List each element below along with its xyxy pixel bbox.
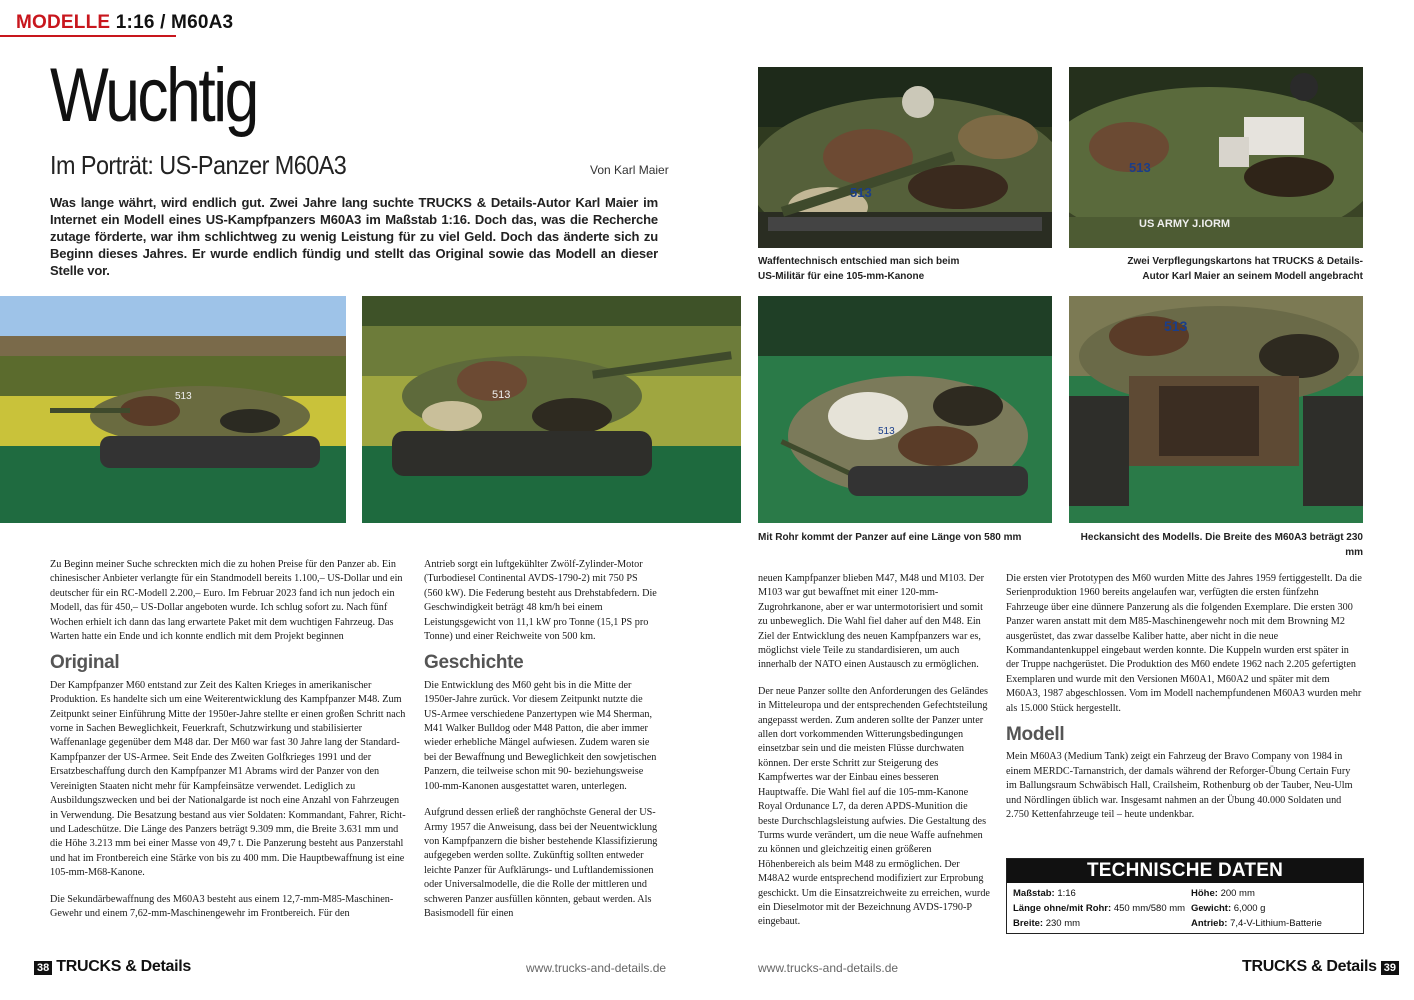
header-rule [0,35,176,37]
page-number-right: 39 [1381,961,1399,975]
paragraph: Der Kampfpanzer M60 entstand zur Zeit des Kalten Krieges in amerikanischer Produktion. Es handelte sich um eine Weiterentwicklung des Kampfpanzer M48. Zum Zeitpunkt seiner Einführung Mitte der 1950er-Jahre stellte er einen großen Schritt nach vorne in Sachen Beweglichkeit, Feuerkraft, Schutzwirkung und stabilisierter Waffenanlage gegenüber dem M48 dar. Der M60 war fast 30 Jahre lang der Standard-Kampfpanzer der US-Armee. Seit Ende des Zweiten Golfkrieges 1991 und der Ersatzbeschaffung durch den Kampfpanzer M1 Abrams wird der Panzer von den Vereinigten Staaten nicht mehr für Kampfeinsätze verwendet. Lediglich zu Ausbildungszwecken und bei der Nationalgarde ist noch eine Anzahl von Fahrzeugen in Verwendung. Die Besatzung bestand aus vier Soldaten: Kommandant, Fahrer, Richt- und Ladeschütze. Die Länge des Panzers beträgt 9.309 mm, die Breite 3.631 mm und die Höhe 3.213 mm bei einer Masse von 49,7 t. Die Panzerung besteht aus Panzerstahl und hat im Frontbereich eine Stärke von bis zu 400 mm. Die Hauptbewaffnung ist eine 105-mm-M68-Kanone. [50,679,406,879]
tech-row [1013,886,1191,901]
tech-data-grid [1007,883,1363,931]
tech-value: 450 mm/580 mm [1113,903,1186,914]
footer-brand-right: TRUCKS & Details [1242,958,1377,975]
tech-label: Maßstab: [1013,888,1055,899]
paragraph: Antrieb sorgt ein luftgekühlter Zwölf-Zylinder-Motor (Turbodiesel Continental AVDS-1790-2) mit 750 PS (560 kW). Die Federung besteht aus Drehstabfedern. Die Geschwindigkeit beträgt 48 km/h bei einem Leistungsgewicht von 11,1 kW pro Tonne (15,1 PS pro Tonne) und einer Reichweite von 500 km. [424,559,657,643]
decal-number-6: 513 [1164,318,1188,334]
photo-tank-side [0,296,346,523]
column-3 [758,572,990,942]
paragraph: Die ersten vier Prototypen des M60 wurden Mitte des Jahres 1959 fertiggestellt. Da die Serienproduktion 1960 bereits angelaufen war, verfügten die ersten fünfzehn Fahrzeuge über eine dünnere Panzerung als die folgenden Exemplare. Die ersten 300 Panzer waren anstatt mit dem M85-Maschinengewehr noch mit dem Browning M2 ausgerüstet, das zwar dasselbe Kaliber hatte, aber nicht in die neue Kommandantenkuppel eingebaut werden konnte. Die Kuppeln wurden erst später in der Truppe nachgerüstet. Die Produktion des M60 endete 1962 nach 2.205 gefertigten Exemplaren und wurde mit den Versionen M60A1, M60A2 und später mit dem M60A3, 1987 abgeschlossen. Vom im Modell nachempfundenen M60A3 wurden mehr als 15.000 Stück hergestellt. [1006,573,1362,714]
photo-ration-boxes [1069,67,1363,248]
section-heading-original: Original [50,652,120,674]
footer-left [34,958,191,976]
tech-value: 7,4-V-Lithium-Batterie [1230,918,1322,929]
page-number-left: 38 [34,961,52,975]
tech-row [1191,916,1369,931]
section-header [16,12,233,34]
column-4 [1006,572,1362,835]
footer-right [1242,958,1399,976]
photo-tank-rear [1069,296,1363,523]
caption-line: Zwei Verpflegungskartons hat TRUCKS & Details- [1127,256,1363,267]
tech-value: 6,000 g [1233,903,1266,914]
photo-tank-front [362,296,741,523]
photo-tank-topview [758,296,1052,523]
decal-number-2: 513 [1129,160,1151,175]
section-heading-geschichte: Geschichte [424,652,524,674]
tech-label: Breite: [1013,918,1044,929]
byline: Von Karl Maier [590,163,669,177]
section-label: MODELLE [16,12,111,33]
tech-label: Länge ohne/mit Rohr: [1013,903,1112,914]
section-sub: 1:16 / M60A3 [115,12,234,33]
footer-url-left[interactable]: www.trucks-and-details.de [526,961,667,975]
paragraph: neuen Kampfpanzer blieben M47, M48 und M103. Der M103 war gut bewaffnet mit einer 120-mm-Zugrohrkanone, aber er war untermotorisiert und somit zu unbeweglich. Die Wahl fiel daher auf den M48. Ein Ziel der Entwicklung des neuen Kampfpanzers war es, möglichst viele Teile zu standardisieren, um auch innerhalb der NATO einen Austausch zu ermöglichen. [758,573,985,671]
column-1 [50,558,406,933]
caption-top-right [1069,254,1363,284]
paragraph: Aufgrund dessen erließ der ranghöchste General der US-Army 1957 die Anweisung, dass bei der Neuentwicklung von Kampfpanzern die bisher bestehende Klassifizierung aufgegeben werden sollte. Zukünftig sollten entweder leichte Panzer für Aufklärungs- und Luftlandemissionen oder Universalmodelle, die die Rolle der mittleren und schweren Panzer ausfüllen könnten, gebaut werden. Als Basismodell für einen [424,807,658,919]
tech-value: 230 mm [1045,918,1081,929]
footer-url-right[interactable]: www.trucks-and-details.de [758,961,899,975]
tech-value: 1:16 [1057,888,1076,899]
tech-data-box [1006,858,1364,934]
tech-label: Gewicht: [1191,903,1232,914]
decal-number-5: 513 [878,426,895,437]
paragraph: Zu Beginn meiner Suche schreckten mich die zu hohen Preise für den Panzer ab. Ein chinesischer Anbieter verlangte für ein Standmodell bereits 1.100,– US-Dollar und ein deutscher für ein RC-Modell 2.200,– Euro. Im Februar 2023 fand ich nun jedoch ein Modell, das für 450,– US-Dollar angeboten wurde. Ich schlug sofort zu. Nach fünf Wochen erhielt ich dann das lang erwartete Paket mit dem wuchtigen Fahrzeug. Das Warten hatte ein Ende und ich konnte endlich mit dem Projekt beginnen [50,559,403,643]
caption-line: Waffentechnisch entschied man sich beim [758,256,960,267]
paragraph: Der neue Panzer sollte den Anforderungen des Geländes in Mitteleuropa und der entsprechenden Gefechtsteilung angepasst werden. Zum anderen sollte der Panzer unter allen dort vorkommenden Witterungsbedingungen einsetzbar sein und die meisten Flüsse durchwaten können. Der erste Schritt zur Steigerung des Kampfwertes war der Einbau eines besseren Hauptwaffe. Die Wahl fiel auf die 105-mm-Kanone Royal Ordunance L7, da deren APDS-Munition die beste Durchschlagsleistung aufwies. Die Gestaltung des Turms wurde verändert, um die neue Waffe aufnehmen zu können und gleichzeitig einen größeren Höhenbereich als beim M48 zu ermöglichen. Der M48A2 wurde entsprechend modifiziert zur Erprobung geschickt. Um die Einsatzreichweite zu erreichen, wurde ein Dieselmotor mit der Bezeichnung AVDS-1790-P eingebaut. [758,685,990,928]
decal-number-3: 513 [175,391,192,402]
caption-line: Autor Karl Maier an seinem Modell angebracht [1142,271,1363,282]
paragraph: Die Entwicklung des M60 geht bis in die Mitte der 1950er-Jahre zurück. Vor diesem Zeitpunkt nutzte die US-Armee verschiedene Panzertypen wie M4 Sherman, M41 Walker Bulldog oder M48 Patton, die aber immer wieder erhebliche Mängel aufwiesen. Zudem waren sie bei der Bewaffnung und Beweglichkeit den sowjetischen Panzern, die teilweise schon mit 90- beziehungsweise 100-mm-Kanonen ausgestattet waren, unterlegen. [424,679,657,792]
tech-row [1191,901,1369,916]
hull-marking: US ARMY J.IORM [1139,218,1231,230]
footer-brand-left: TRUCKS & Details [56,958,192,975]
article-title: Wuchtig [50,53,257,138]
tech-label: Höhe: [1191,888,1218,899]
caption-mid-left: Mit Rohr kommt der Panzer auf eine Länge von 580 mm [758,532,1022,543]
caption-top-left [758,254,1052,284]
article-subtitle: Im Porträt: US-Panzer M60A3 [50,150,347,180]
tech-label: Antrieb: [1191,918,1228,929]
tech-row [1191,886,1369,901]
tech-value: 200 mm [1220,888,1255,899]
paragraph: Mein M60A3 (Medium Tank) zeigt ein Fahrzeug der Bravo Company von 1984 in einem MERDC-Tarnanstrich, der damals während der Reforger-Übung Certain Fury im Ballungsraum Schwäbisch Hall, Crailsheim, Rothenburg ob der Tauber, Neu-Ulm und Nördlingen üblich war. Insgesamt nahmen an der Übung 40.000 Soldaten und 2.750 Kettenfahrzeuge teil – heute undenkbar. [1006,751,1353,821]
caption-line: US-Militär für eine 105-mm-Kanone [758,271,925,282]
tech-row [1013,901,1191,916]
column-2 [424,558,658,933]
tech-row [1013,916,1191,931]
tech-data-title: TECHNISCHE DATEN [1007,859,1363,883]
decal-number-4: 513 [492,389,511,401]
paragraph: Die Sekundärbewaffnung des M60A3 besteht aus einem 12,7-mm-M85-Maschinen-Gewehr und einem 7,62-mm-Maschinengewehr im Frontbereich. Für den [50,893,394,919]
section-heading-modell: Modell [1006,724,1065,746]
photo-turret-closeup [758,67,1052,248]
decal-number: 513 [850,185,872,200]
caption-mid-right: Heckansicht des Modells. Die Breite des M60A3 beträgt 230 mm [1080,532,1363,558]
lead-paragraph: Was lange währt, wird endlich gut. Zwei Jahre lang suchte TRUCKS & Details-Autor Karl Maier im Internet ein Modell eines US-Kampfpanzers M60A3 im Maßstab 1:16. Doch das, was die Recherche zutage förderte, war ihm schlichtweg zu wenig Leistung für zu viel Geld. Doch das änderte sich zu Beginn dieses Jahres. Er wurde endlich fündig und stellt das Original sowie das Modell an dieser Stelle vor. [50,195,658,278]
